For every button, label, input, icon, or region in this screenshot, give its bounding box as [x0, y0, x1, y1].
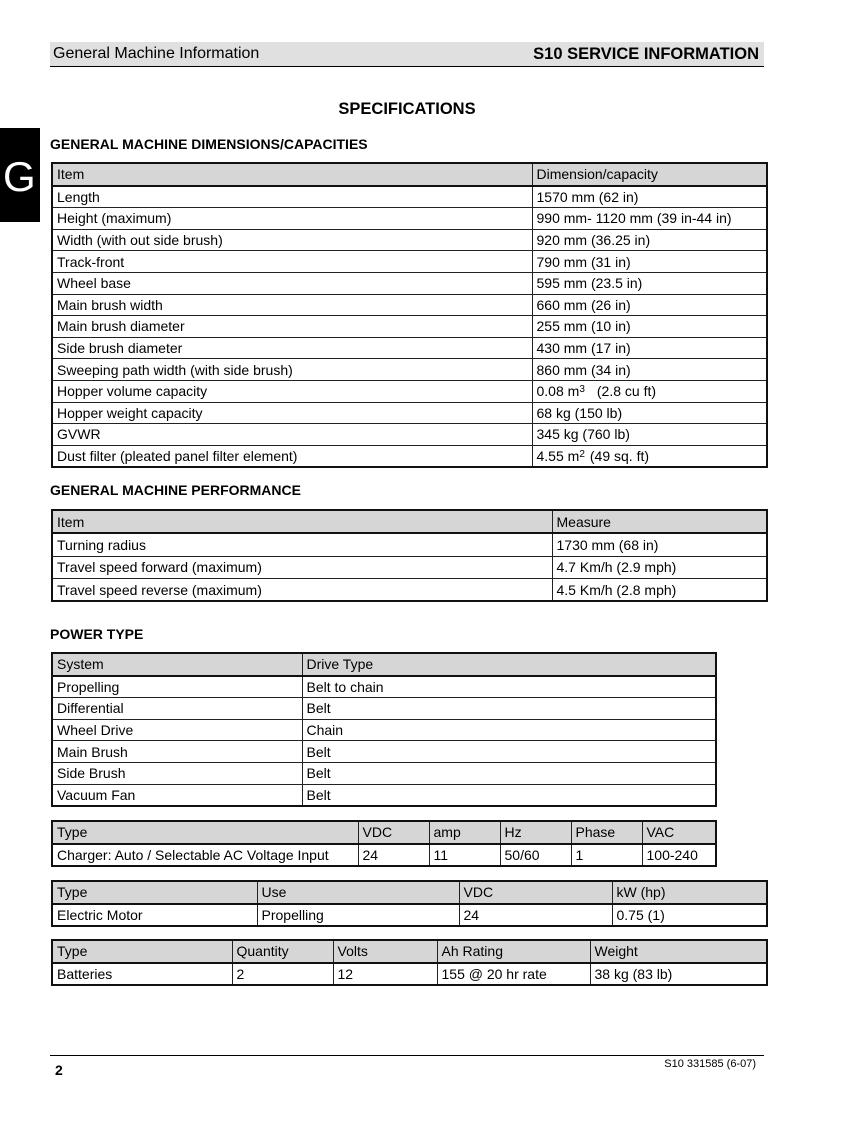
table-cell: 860 mm (34 in) [532, 359, 767, 381]
table-cell: 155 @ 20 hr rate [437, 963, 590, 986]
table-cell: 1 [571, 844, 642, 867]
table-cell: Propelling [52, 676, 302, 698]
table-cell: 1570 mm (62 in) [532, 186, 767, 208]
table-cell: 24 [459, 904, 612, 927]
column-header: Dimension/capacity [532, 163, 767, 186]
value-conversion: (2.8 cu ft) [596, 383, 657, 400]
power-type-heading: POWER TYPE [50, 626, 144, 642]
column-header: Hz [500, 821, 571, 844]
table-row [52, 359, 767, 381]
page-title: SPECIFICATIONS [338, 100, 476, 118]
table-row [52, 698, 716, 720]
table-row [52, 784, 716, 806]
batteries-table [51, 939, 768, 986]
table-cell: 595 mm (23.5 in) [532, 272, 767, 294]
table-cell: Chain [302, 719, 716, 741]
table-cell: 50/60 [500, 844, 571, 867]
column-header: Use [257, 881, 459, 904]
table-cell: 430 mm (17 in) [532, 337, 767, 359]
table-cell: 990 mm- 1120 mm (39 in-44 in) [532, 208, 767, 230]
table-cell: Belt to chain [302, 676, 716, 698]
table-cell: 11 [429, 844, 500, 867]
table-cell: 660 mm (26 in) [532, 294, 767, 316]
table-cell: 255 mm (10 in) [532, 316, 767, 338]
table-header-row [52, 163, 767, 186]
table-cell: 2 [232, 963, 333, 986]
table-row [52, 844, 716, 867]
table-cell: Propelling [257, 904, 459, 927]
table-cell: Batteries [52, 963, 232, 986]
dimensions-table [51, 162, 768, 468]
table-cell: Travel speed forward (maximum) [52, 556, 552, 578]
table-cell: 790 mm (31 in) [532, 251, 767, 273]
table-row [52, 445, 767, 467]
table-cell: Differential [52, 698, 302, 720]
table-header-row [52, 653, 716, 676]
table-header-row [52, 881, 767, 904]
table-cell: Side Brush [52, 762, 302, 784]
column-header: Drive Type [302, 653, 716, 676]
table-cell: 38 kg (83 lb) [590, 963, 767, 986]
table-cell: Side brush diameter [52, 337, 532, 359]
table-cell: Belt [302, 784, 716, 806]
table-row [52, 556, 767, 578]
table-cell: Turning radius [52, 533, 552, 556]
table-row [52, 533, 767, 556]
unit-exponent: 2 [579, 449, 585, 461]
table-row [52, 316, 767, 338]
table-cell [532, 380, 767, 402]
table-row [52, 963, 767, 986]
header-section-title: General Machine Information [53, 45, 260, 62]
table-row [52, 294, 767, 316]
performance-heading: GENERAL MACHINE PERFORMANCE [50, 482, 301, 498]
table-row [52, 229, 767, 251]
column-header: VDC [358, 821, 429, 844]
dimensions-heading: GENERAL MACHINE DIMENSIONS/CAPACITIES [50, 136, 368, 152]
page-header [50, 42, 764, 67]
table-row [52, 904, 767, 927]
table-cell: 100-240 [642, 844, 716, 867]
table-cell: Vacuum Fan [52, 784, 302, 806]
table-cell: 68 kg (150 lb) [532, 402, 767, 424]
table-cell: Dust filter (pleated panel filter element) [52, 445, 532, 467]
power-type-table [51, 652, 717, 807]
table-cell: 12 [333, 963, 437, 986]
table-cell: 4.5 Km/h (2.8 mph) [552, 578, 767, 601]
column-header: Item [52, 163, 532, 186]
table-cell: Travel speed reverse (maximum) [52, 578, 552, 601]
table-cell: Sweeping path width (with side brush) [52, 359, 532, 381]
table-cell: Charger: Auto / Selectable AC Voltage Input [52, 844, 358, 867]
table-row [52, 741, 716, 763]
table-cell: 920 mm (36.25 in) [532, 229, 767, 251]
table-cell: Belt [302, 698, 716, 720]
table-cell: Wheel Drive [52, 719, 302, 741]
table-cell: Main brush diameter [52, 316, 532, 338]
column-header: Type [52, 881, 257, 904]
column-header: VAC [642, 821, 716, 844]
value-text: 0.08 m [536, 383, 580, 400]
page-number: 2 [55, 1062, 63, 1078]
unit-exponent: 3 [579, 384, 585, 396]
table-cell: 4.7 Km/h (2.9 mph) [552, 556, 767, 578]
table-row [52, 424, 767, 446]
table-row [52, 186, 767, 208]
table-row [52, 578, 767, 601]
section-tab-letter: G [3, 153, 36, 200]
column-header: Weight [590, 940, 767, 963]
table-cell: Hopper volume capacity [52, 380, 532, 402]
column-header: Ah Rating [437, 940, 590, 963]
table-row [52, 380, 767, 402]
document-id: S10 331585 (6-07) [664, 1058, 756, 1070]
performance-table [51, 509, 768, 602]
motor-table [51, 880, 768, 927]
column-header: Measure [552, 510, 767, 533]
table-header-row [52, 510, 767, 533]
table-cell: Height (maximum) [52, 208, 532, 230]
charger-table [51, 820, 717, 867]
table-cell: Track-front [52, 251, 532, 273]
table-cell: Main brush width [52, 294, 532, 316]
column-header: kW (hp) [612, 881, 767, 904]
table-row [52, 251, 767, 273]
table-cell: Width (with out side brush) [52, 229, 532, 251]
column-header: VDC [459, 881, 612, 904]
table-cell: Electric Motor [52, 904, 257, 927]
value-conversion: (49 sq. ft) [589, 448, 650, 465]
footer-rule [50, 1055, 764, 1056]
table-cell: 0.75 (1) [612, 904, 767, 927]
table-row [52, 272, 767, 294]
section-tab [0, 128, 40, 222]
column-header: Quantity [232, 940, 333, 963]
table-cell: Length [52, 186, 532, 208]
table-row [52, 402, 767, 424]
column-header: Type [52, 821, 358, 844]
table-cell: 345 kg (760 lb) [532, 424, 767, 446]
table-row [52, 337, 767, 359]
column-header: Phase [571, 821, 642, 844]
table-cell: Belt [302, 741, 716, 763]
column-header: Item [52, 510, 552, 533]
table-row [52, 676, 716, 698]
column-header: Volts [333, 940, 437, 963]
table-cell: 1730 mm (68 in) [552, 533, 767, 556]
table-cell: Wheel base [52, 272, 532, 294]
table-row [52, 762, 716, 784]
table-row [52, 719, 716, 741]
table-header-row [52, 940, 767, 963]
column-header: System [52, 653, 302, 676]
column-header: amp [429, 821, 500, 844]
column-header: Type [52, 940, 232, 963]
table-cell: Hopper weight capacity [52, 402, 532, 424]
table-header-row [52, 821, 716, 844]
table-cell: GVWR [52, 424, 532, 446]
value-text: 4.55 m [536, 448, 580, 465]
table-cell [532, 445, 767, 467]
header-manual-title: S10 SERVICE INFORMATION [533, 45, 759, 63]
table-cell: Belt [302, 762, 716, 784]
table-cell: Main Brush [52, 741, 302, 763]
table-row [52, 208, 767, 230]
table-cell: 24 [358, 844, 429, 867]
